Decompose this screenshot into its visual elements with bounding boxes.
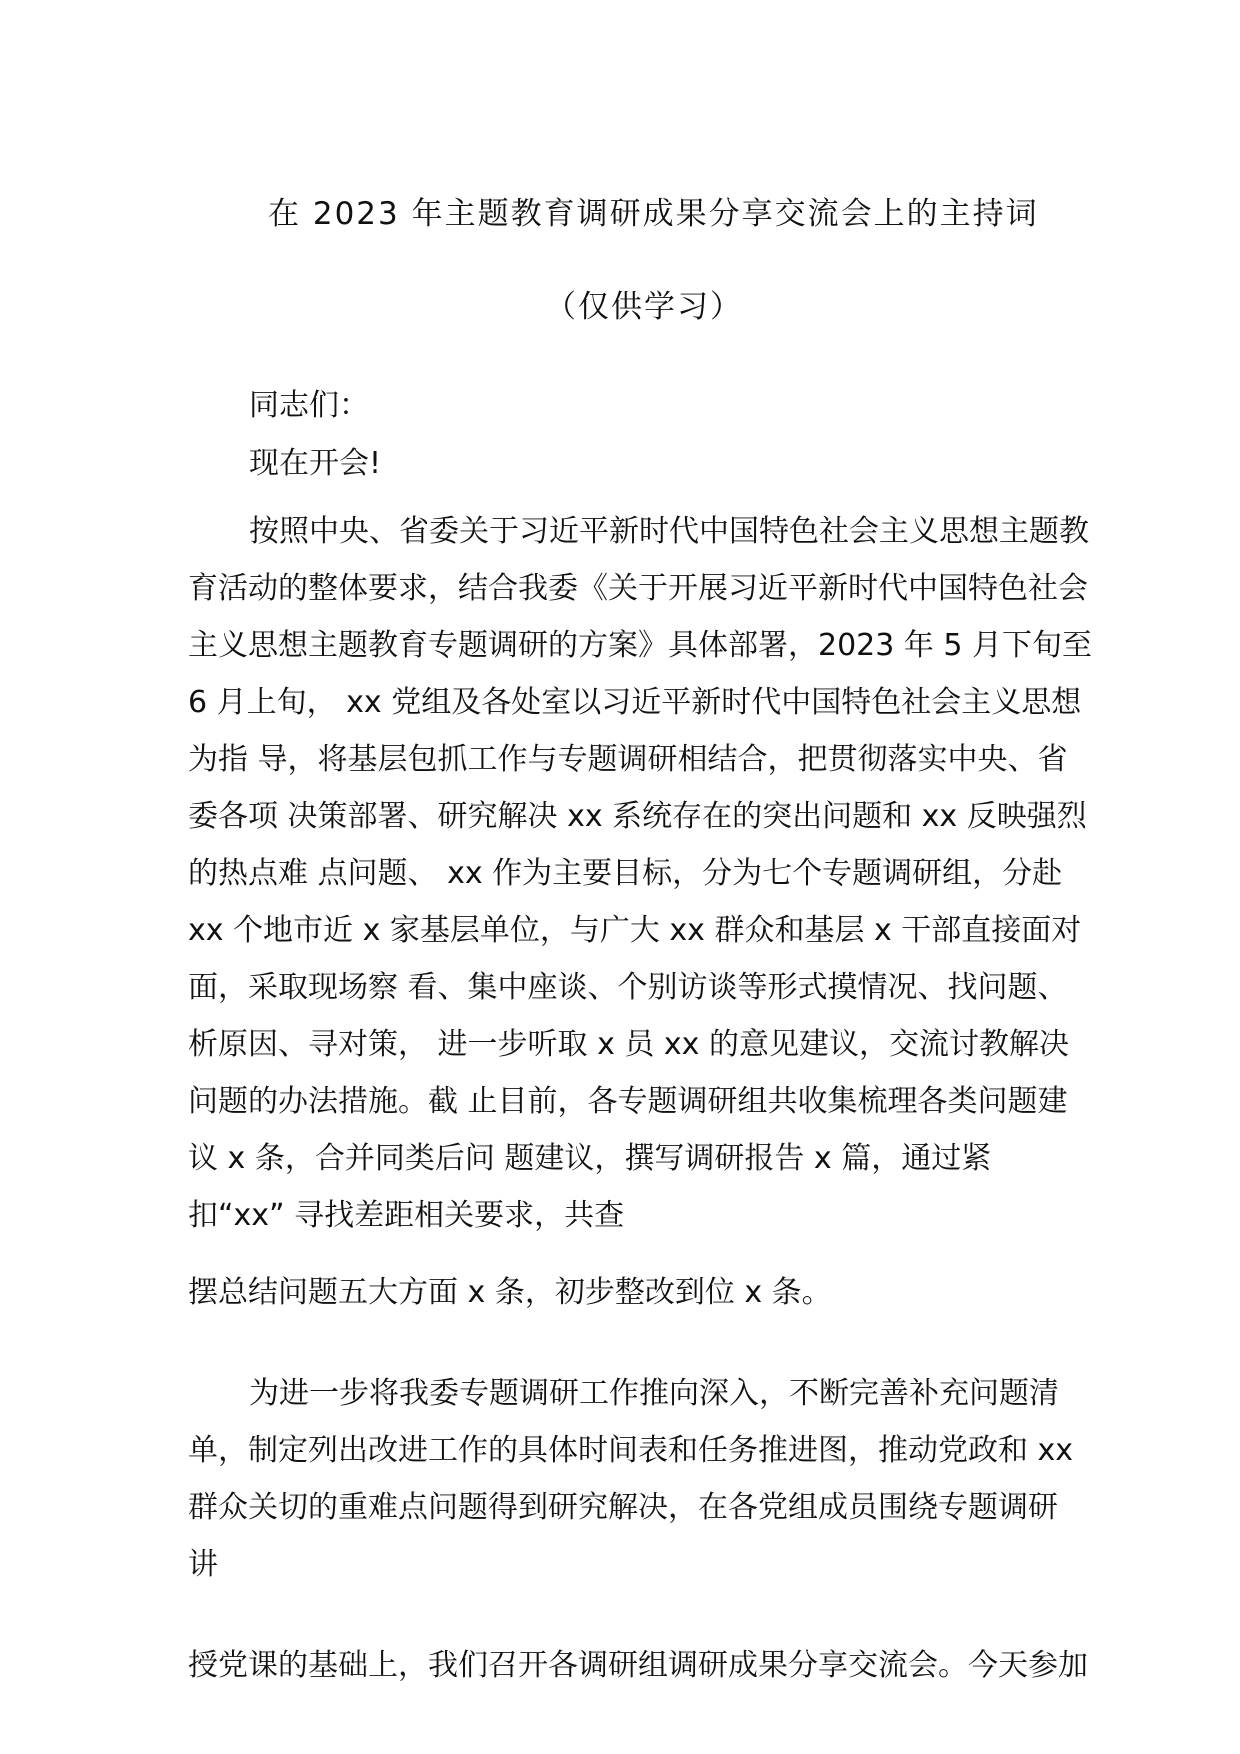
- document-title: 在 2023 年主题教育调研成果分享交流会上的主持词: [268, 196, 1039, 232]
- paragraph-2-line: 单，制定列出改进工作的具体时间表和任务推进图，推动党政和 xx: [188, 1433, 1074, 1468]
- paragraph-2-line: 为进一步将我委专题调研工作推向深入，不断完善补充问题清: [249, 1376, 1059, 1411]
- paragraph-1-line: 问题的办法措施。截 止目前，各专题调研组共收集梳理各类问题建: [188, 1084, 1068, 1119]
- paragraph-1-line: 析原因、寻对策， 进一步听取 x 员 xx 的意见建议，交流讨教解决: [188, 1027, 1069, 1062]
- paragraph-2-line: 群众关切的重难点问题得到研究解决，在各党组成员围绕专题调研: [188, 1490, 1058, 1525]
- paragraph-2-end: 授党课的基础上，我们召开各调研组调研成果分享交流会。今天参加: [188, 1648, 1088, 1683]
- paragraph-2-line: 讲: [188, 1547, 218, 1582]
- paragraph-1-line: 主义思想主题教育专题调研的方案》具体部署，2023 年 5 月下旬至: [188, 628, 1093, 663]
- document-subtitle: （仅供学习）: [545, 289, 743, 325]
- paragraph-1-line: 面，采取现场察 看、集中座谈、个别访谈等形式摸情况、找问题、: [188, 970, 1068, 1005]
- paragraph-1-line: 委各项 决策部署、研究解决 xx 系统存在的突出问题和 xx 反映强烈: [188, 799, 1087, 834]
- paragraph-1-line: 议 x 条，合并同类后问 题建议，撰写调研报告 x 篇，通过紧: [188, 1141, 992, 1176]
- greeting: 同志们：: [249, 388, 369, 423]
- paragraph-1-end: 摆总结问题五大方面 x 条，初步整改到位 x 条。: [188, 1275, 832, 1310]
- paragraph-1-line: 按照中央、省委关于习近平新时代中国特色社会主义思想主题教: [249, 514, 1089, 549]
- paragraph-1-line: xx 个地市近 x 家基层单位，与广大 xx 群众和基层 x 干部直接面对: [188, 913, 1082, 948]
- opening-line: 现在开会!: [249, 446, 382, 481]
- paragraph-1-line: 6 月上旬， xx 党组及各处室以习近平新时代中国特色社会主义思想: [188, 685, 1082, 720]
- paragraph-1-line: 的热点难 点问题、 xx 作为主要目标，分为七个专题调研组，分赴: [188, 856, 1063, 891]
- paragraph-1-line: 为指 导，将基层包抓工作与专题调研相结合，把贯彻落实中央、省: [188, 742, 1068, 777]
- paragraph-1-line: 育活动的整体要求，结合我委《关于开展习近平新时代中国特色社会: [188, 571, 1088, 606]
- paragraph-1-line: 扣“xx” 寻找差距相关要求，共查: [188, 1198, 625, 1233]
